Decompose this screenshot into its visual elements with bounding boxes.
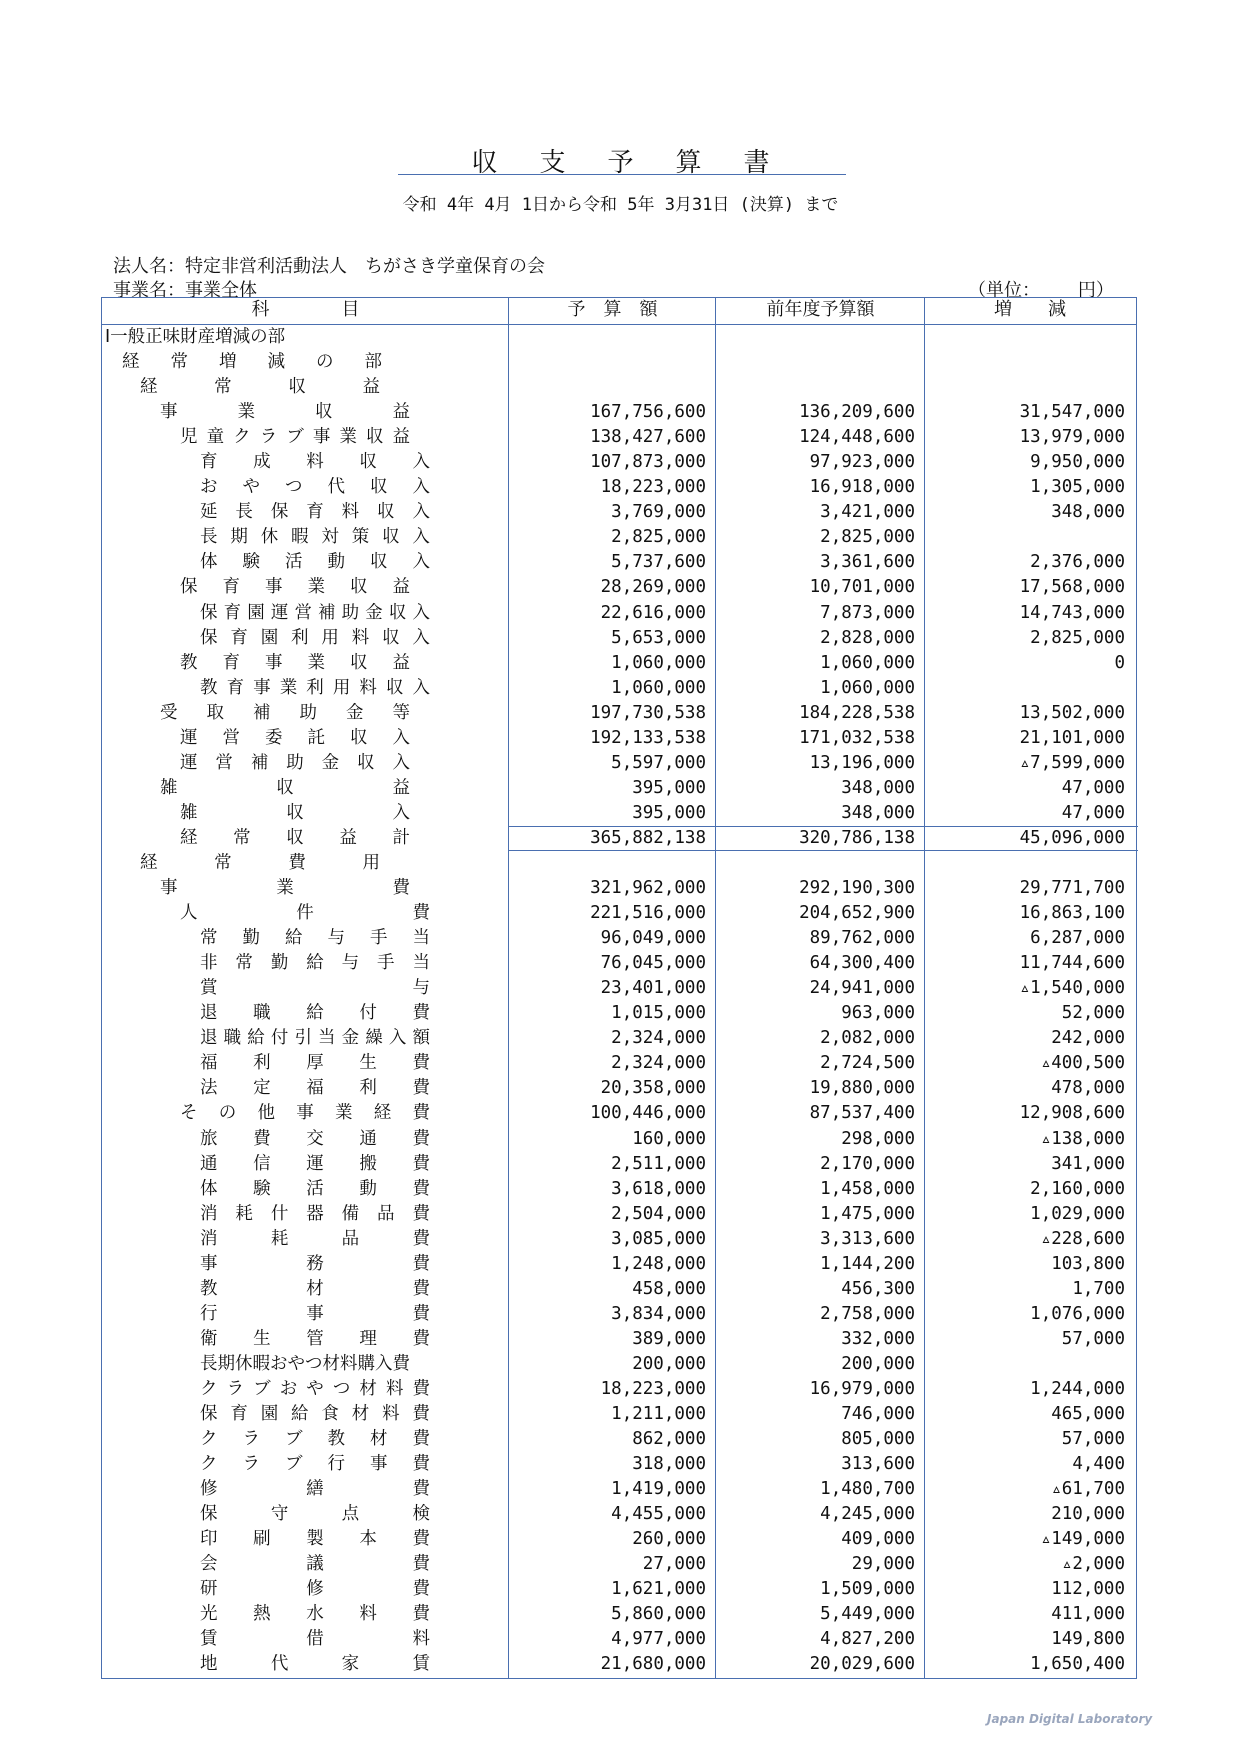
row-label: 雑 収 入 bbox=[180, 802, 410, 823]
prior-value: 348,000 bbox=[841, 777, 915, 798]
budget-table bbox=[101, 297, 1137, 1679]
prior-value: 1,480,700 bbox=[820, 1479, 915, 1500]
row-label: 長 期 休 暇 対 策 収 入 bbox=[200, 527, 430, 548]
row-label: 人 件 費 bbox=[180, 903, 430, 924]
organization-name: 法人名：特定非営利活動法人 ちがさき学童保育の会 bbox=[113, 256, 545, 277]
row-label: 会 議 費 bbox=[200, 1554, 430, 1575]
table-row bbox=[102, 626, 1136, 651]
table-row bbox=[102, 450, 1136, 475]
budget-value bbox=[509, 375, 716, 400]
budget-value: 2,825,000 bbox=[611, 527, 706, 548]
budget-value: 1,211,000 bbox=[611, 1404, 706, 1425]
prior-value: 963,000 bbox=[841, 1003, 915, 1024]
table-row bbox=[102, 776, 1136, 801]
prior-value: 2,825,000 bbox=[820, 527, 915, 548]
change-value: 21,101,000 bbox=[1019, 727, 1125, 748]
prior-value: 20,029,600 bbox=[809, 1654, 915, 1675]
table-row bbox=[102, 1627, 1136, 1652]
budget-value: 22,616,000 bbox=[600, 602, 706, 623]
table-row bbox=[102, 951, 1136, 976]
row-label: 経 常 収 益 bbox=[140, 377, 380, 398]
change-value: 411,000 bbox=[1051, 1604, 1125, 1625]
table-row bbox=[102, 1327, 1136, 1352]
table-row bbox=[102, 851, 1136, 876]
table-row bbox=[102, 826, 1136, 851]
table-row bbox=[102, 1452, 1136, 1477]
row-label: 経 常 増 減 の 部 bbox=[122, 352, 382, 373]
row-label: 事 業 費 bbox=[160, 878, 410, 899]
change-value: 1,305,000 bbox=[1030, 477, 1125, 498]
change-value: 29,771,700 bbox=[1019, 878, 1125, 899]
budget-value: 5,597,000 bbox=[611, 752, 706, 773]
prior-value: 200,000 bbox=[841, 1353, 915, 1374]
prior-value: 171,032,538 bbox=[799, 727, 915, 748]
table-row bbox=[102, 1076, 1136, 1101]
unit-label: （単位： 円） bbox=[968, 280, 1114, 301]
change-value: 47,000 bbox=[1061, 802, 1125, 823]
prior-value: 1,475,000 bbox=[820, 1203, 915, 1224]
change-value: 1,650,400 bbox=[1030, 1654, 1125, 1675]
budget-value: 1,621,000 bbox=[611, 1579, 706, 1600]
table-row bbox=[102, 1602, 1136, 1627]
row-label: 教 育 事 業 収 益 bbox=[180, 652, 410, 673]
row-label: 保 育 事 業 収 益 bbox=[180, 577, 410, 598]
row-label: 法 定 福 利 費 bbox=[200, 1078, 430, 1099]
budget-value: 76,045,000 bbox=[600, 953, 706, 974]
budget-value: 18,223,000 bbox=[600, 1378, 706, 1399]
header-account: 科 目 bbox=[251, 299, 360, 320]
row-label: 教 育 事 業 利 用 料 収 入 bbox=[200, 677, 430, 698]
table-row bbox=[102, 876, 1136, 901]
budget-value bbox=[509, 851, 716, 876]
change-value: ▵61,700 bbox=[1051, 1479, 1125, 1500]
row-label: 賃 借 料 bbox=[200, 1629, 430, 1650]
row-label: 常 勤 給 与 手 当 bbox=[200, 928, 430, 949]
budget-value: 2,504,000 bbox=[611, 1203, 706, 1224]
change-value: 2,376,000 bbox=[1030, 552, 1125, 573]
prior-value: 1,060,000 bbox=[820, 652, 915, 673]
table-row bbox=[102, 1477, 1136, 1502]
prior-value: 89,762,000 bbox=[809, 928, 915, 949]
row-label: そ の 他 事 業 経 費 bbox=[180, 1103, 430, 1124]
table-row bbox=[102, 1152, 1136, 1177]
row-label: 雑 収 益 bbox=[160, 777, 410, 798]
budget-value: 28,269,000 bbox=[600, 577, 706, 598]
prior-value: 3,361,600 bbox=[820, 552, 915, 573]
change-value: 13,502,000 bbox=[1019, 702, 1125, 723]
table-row bbox=[102, 651, 1136, 676]
budget-value: 3,769,000 bbox=[611, 502, 706, 523]
prior-value: 24,941,000 bbox=[809, 978, 915, 999]
header-prior-budget: 前年度予算額 bbox=[766, 299, 875, 320]
budget-value: 1,060,000 bbox=[611, 652, 706, 673]
budget-value: 3,834,000 bbox=[611, 1303, 706, 1324]
table-row bbox=[102, 1177, 1136, 1202]
change-value: 12,908,600 bbox=[1019, 1103, 1125, 1124]
table-row bbox=[102, 1202, 1136, 1227]
row-label: 経 常 費 用 bbox=[140, 852, 380, 873]
prior-value: 10,701,000 bbox=[809, 577, 915, 598]
row-label: 行 事 費 bbox=[200, 1303, 430, 1324]
budget-value bbox=[509, 325, 716, 350]
table-row bbox=[102, 801, 1136, 826]
change-value: 1,700 bbox=[1072, 1278, 1125, 1299]
row-label: 印 刷 製 本 費 bbox=[200, 1529, 430, 1550]
row-label: 研 修 費 bbox=[200, 1579, 430, 1600]
change-value: 2,825,000 bbox=[1030, 627, 1125, 648]
row-label: 事 業 収 益 bbox=[160, 402, 410, 423]
budget-value: 395,000 bbox=[632, 777, 706, 798]
prior-value: 332,000 bbox=[841, 1328, 915, 1349]
prior-value: 124,448,600 bbox=[799, 427, 915, 448]
change-value: 149,800 bbox=[1051, 1629, 1125, 1650]
column-divider bbox=[715, 298, 716, 1678]
row-label: 経 常 収 益 計 bbox=[180, 827, 410, 848]
table-row bbox=[102, 726, 1136, 751]
budget-value: 27,000 bbox=[642, 1554, 706, 1575]
row-label: 地 代 家 賃 bbox=[200, 1654, 430, 1675]
table-row bbox=[102, 400, 1136, 425]
row-label: 長期休暇おやつ材料購入費 bbox=[200, 1353, 410, 1374]
budget-value: 2,511,000 bbox=[611, 1153, 706, 1174]
change-value: 9,950,000 bbox=[1030, 452, 1125, 473]
table-header bbox=[102, 298, 1136, 325]
prior-value: 2,082,000 bbox=[820, 1028, 915, 1049]
budget-value: 458,000 bbox=[632, 1278, 706, 1299]
change-value bbox=[925, 1352, 1135, 1377]
row-label: 消 耗 品 費 bbox=[200, 1228, 430, 1249]
prior-value: 5,449,000 bbox=[820, 1604, 915, 1625]
change-value: 1,244,000 bbox=[1030, 1378, 1125, 1399]
period-line: 令和 4年 4月 1日から令和 5年 3月31日 (決算) まで bbox=[402, 195, 839, 215]
change-value: 57,000 bbox=[1061, 1328, 1125, 1349]
change-value: 1,029,000 bbox=[1030, 1203, 1125, 1224]
row-label: 旅 費 交 通 費 bbox=[200, 1128, 430, 1149]
prior-value: 204,652,900 bbox=[799, 903, 915, 924]
prior-value bbox=[716, 350, 925, 375]
prior-value: 1,144,200 bbox=[820, 1253, 915, 1274]
table-row bbox=[102, 1552, 1136, 1577]
budget-value: 5,737,600 bbox=[611, 552, 706, 573]
prior-value: 1,458,000 bbox=[820, 1178, 915, 1199]
row-label: お や つ 代 収 入 bbox=[200, 477, 430, 498]
total-rule-bottom bbox=[508, 850, 1138, 851]
prior-value: 1,060,000 bbox=[820, 677, 915, 698]
change-value: ▵1,540,000 bbox=[1019, 978, 1125, 999]
row-label: 保 育 園 運 営 補 助 金 収 入 bbox=[200, 602, 430, 623]
header-change: 増 減 bbox=[994, 299, 1066, 320]
row-label: 教 材 費 bbox=[200, 1278, 430, 1299]
change-value: 16,863,100 bbox=[1019, 903, 1125, 924]
row-label: 退 職 給 付 引 当 金 繰 入 額 bbox=[200, 1028, 430, 1049]
prior-value: 2,170,000 bbox=[820, 1153, 915, 1174]
table-row bbox=[102, 1252, 1136, 1277]
change-value bbox=[925, 375, 1135, 400]
prior-value: 19,880,000 bbox=[809, 1078, 915, 1099]
table-row bbox=[102, 525, 1136, 550]
prior-value: 2,828,000 bbox=[820, 627, 915, 648]
change-value: 13,979,000 bbox=[1019, 427, 1125, 448]
change-value bbox=[925, 851, 1135, 876]
table-row bbox=[102, 1427, 1136, 1452]
row-label: 賞 与 bbox=[200, 978, 430, 999]
change-value: 47,000 bbox=[1061, 777, 1125, 798]
row-label: 受 取 補 助 金 等 bbox=[160, 702, 410, 723]
budget-value: 3,618,000 bbox=[611, 1178, 706, 1199]
prior-value: 805,000 bbox=[841, 1429, 915, 1450]
prior-value: 16,979,000 bbox=[809, 1378, 915, 1399]
change-value: 242,000 bbox=[1051, 1028, 1125, 1049]
change-value: 2,160,000 bbox=[1030, 1178, 1125, 1199]
change-value: ▵400,500 bbox=[1040, 1053, 1125, 1074]
budget-value: 4,977,000 bbox=[611, 1629, 706, 1650]
table-row bbox=[102, 1001, 1136, 1026]
row-label: ク ラ ブ 行 事 費 bbox=[200, 1454, 430, 1475]
table-row bbox=[102, 601, 1136, 626]
budget-value: 21,680,000 bbox=[600, 1654, 706, 1675]
row-label: 福 利 厚 生 費 bbox=[200, 1053, 430, 1074]
prior-value: 4,827,200 bbox=[820, 1629, 915, 1650]
budget-value: 4,455,000 bbox=[611, 1504, 706, 1525]
change-value: 112,000 bbox=[1051, 1579, 1125, 1600]
prior-value: 409,000 bbox=[841, 1529, 915, 1550]
row-label: 光 熱 水 料 費 bbox=[200, 1604, 430, 1625]
budget-value: 138,427,600 bbox=[590, 427, 706, 448]
prior-value bbox=[716, 851, 925, 876]
prior-value: 3,421,000 bbox=[820, 502, 915, 523]
title-underline bbox=[398, 174, 846, 175]
change-value: 52,000 bbox=[1061, 1003, 1125, 1024]
budget-value: 260,000 bbox=[632, 1529, 706, 1550]
change-value: ▵7,599,000 bbox=[1019, 752, 1125, 773]
row-label: 保 育 園 給 食 材 料 費 bbox=[200, 1404, 430, 1425]
change-value: 0 bbox=[1114, 652, 1125, 673]
row-label: 保 育 園 利 用 料 収 入 bbox=[200, 627, 430, 648]
change-value: 348,000 bbox=[1051, 502, 1125, 523]
budget-value: 23,401,000 bbox=[600, 978, 706, 999]
table-row bbox=[102, 1352, 1136, 1377]
table-row bbox=[102, 1051, 1136, 1076]
row-label: 非 常 勤 給 与 手 当 bbox=[200, 953, 430, 974]
change-value bbox=[925, 525, 1135, 550]
budget-value: 365,882,138 bbox=[590, 827, 706, 848]
budget-value: 107,873,000 bbox=[590, 452, 706, 473]
budget-value: 5,653,000 bbox=[611, 627, 706, 648]
table-row bbox=[102, 325, 1136, 350]
change-value bbox=[925, 350, 1135, 375]
row-label: 事 務 費 bbox=[200, 1253, 430, 1274]
table-row bbox=[102, 1026, 1136, 1051]
change-value: 14,743,000 bbox=[1019, 602, 1125, 623]
change-value: 4,400 bbox=[1072, 1454, 1125, 1475]
change-value: 103,800 bbox=[1051, 1253, 1125, 1274]
budget-value: 5,860,000 bbox=[611, 1604, 706, 1625]
prior-value: 4,245,000 bbox=[820, 1504, 915, 1525]
change-value: ▵2,000 bbox=[1061, 1554, 1125, 1575]
total-rule-top bbox=[508, 826, 1138, 827]
prior-value: 298,000 bbox=[841, 1128, 915, 1149]
budget-value: 1,419,000 bbox=[611, 1479, 706, 1500]
budget-value: 96,049,000 bbox=[600, 928, 706, 949]
change-value: 1,076,000 bbox=[1030, 1303, 1125, 1324]
table-row bbox=[102, 926, 1136, 951]
table-row bbox=[102, 350, 1136, 375]
change-value: 341,000 bbox=[1051, 1153, 1125, 1174]
table-body bbox=[102, 325, 1136, 1678]
column-divider bbox=[924, 298, 925, 1678]
row-label: 児 童 ク ラ ブ 事 業 収 益 bbox=[180, 427, 410, 448]
prior-value bbox=[716, 375, 925, 400]
row-label: 保 守 点 検 bbox=[200, 1504, 430, 1525]
table-row bbox=[102, 1302, 1136, 1327]
row-label: 体 験 活 動 収 入 bbox=[200, 552, 430, 573]
budget-value: 100,446,000 bbox=[590, 1103, 706, 1124]
prior-value: 313,600 bbox=[841, 1454, 915, 1475]
table-row bbox=[102, 1577, 1136, 1602]
prior-value: 348,000 bbox=[841, 802, 915, 823]
table-row bbox=[102, 1377, 1136, 1402]
budget-value: 160,000 bbox=[632, 1128, 706, 1149]
row-label: 運 営 補 助 金 収 入 bbox=[180, 752, 410, 773]
document-title: 収支予算書 bbox=[471, 148, 812, 178]
table-row bbox=[102, 701, 1136, 726]
table-row bbox=[102, 751, 1136, 776]
change-value: 57,000 bbox=[1061, 1429, 1125, 1450]
change-value: 478,000 bbox=[1051, 1078, 1125, 1099]
prior-value bbox=[716, 325, 925, 350]
prior-value: 136,209,600 bbox=[799, 402, 915, 423]
budget-value: 389,000 bbox=[632, 1328, 706, 1349]
table-row bbox=[102, 550, 1136, 575]
prior-value: 7,873,000 bbox=[820, 602, 915, 623]
prior-value: 746,000 bbox=[841, 1404, 915, 1425]
budget-value: 1,015,000 bbox=[611, 1003, 706, 1024]
change-value: 465,000 bbox=[1051, 1404, 1125, 1425]
change-value: 45,096,000 bbox=[1019, 827, 1125, 848]
row-label: 育 成 料 収 入 bbox=[200, 452, 430, 473]
table-row bbox=[102, 1652, 1136, 1677]
budget-value: 3,085,000 bbox=[611, 1228, 706, 1249]
change-value bbox=[925, 325, 1135, 350]
change-value bbox=[925, 676, 1135, 701]
prior-value: 2,758,000 bbox=[820, 1303, 915, 1324]
prior-value: 87,537,400 bbox=[809, 1103, 915, 1124]
budget-value: 1,060,000 bbox=[611, 677, 706, 698]
budget-value: 1,248,000 bbox=[611, 1253, 706, 1274]
header-budget: 予 算 額 bbox=[567, 299, 658, 320]
change-value: ▵138,000 bbox=[1040, 1128, 1125, 1149]
prior-value: 97,923,000 bbox=[809, 452, 915, 473]
budget-value: 192,133,538 bbox=[590, 727, 706, 748]
table-row bbox=[102, 1227, 1136, 1252]
budget-value: 200,000 bbox=[632, 1353, 706, 1374]
budget-value: 395,000 bbox=[632, 802, 706, 823]
prior-value: 13,196,000 bbox=[809, 752, 915, 773]
budget-value: 18,223,000 bbox=[600, 477, 706, 498]
row-label: 延 長 保 育 料 収 入 bbox=[200, 502, 430, 523]
table-row bbox=[102, 976, 1136, 1001]
change-value: ▵149,000 bbox=[1040, 1529, 1125, 1550]
table-row bbox=[102, 1502, 1136, 1527]
budget-value: 2,324,000 bbox=[611, 1028, 706, 1049]
row-label: ク ラ ブ お や つ 材 料 費 bbox=[200, 1378, 430, 1399]
row-label: ク ラ ブ 教 材 費 bbox=[200, 1429, 430, 1450]
row-label: Ⅰ一般正味財産増減の部 bbox=[105, 327, 286, 347]
prior-value: 292,190,300 bbox=[799, 878, 915, 899]
row-label: 運 営 委 託 収 入 bbox=[180, 727, 410, 748]
table-row bbox=[102, 901, 1136, 926]
table-row bbox=[102, 1101, 1136, 1126]
budget-value: 2,324,000 bbox=[611, 1053, 706, 1074]
budget-value: 197,730,538 bbox=[590, 702, 706, 723]
table-row bbox=[102, 1402, 1136, 1427]
budget-value: 167,756,600 bbox=[590, 402, 706, 423]
change-value: 6,287,000 bbox=[1030, 928, 1125, 949]
row-label: 通 信 運 搬 費 bbox=[200, 1153, 430, 1174]
budget-value bbox=[509, 350, 716, 375]
change-value: 31,547,000 bbox=[1019, 402, 1125, 423]
budget-value: 862,000 bbox=[632, 1429, 706, 1450]
table-row bbox=[102, 375, 1136, 400]
prior-value: 64,300,400 bbox=[809, 953, 915, 974]
prior-value: 2,724,500 bbox=[820, 1053, 915, 1074]
prior-value: 456,300 bbox=[841, 1278, 915, 1299]
prior-value: 16,918,000 bbox=[809, 477, 915, 498]
change-value: 11,744,600 bbox=[1019, 953, 1125, 974]
row-label: 体 験 活 動 費 bbox=[200, 1178, 430, 1199]
table-row bbox=[102, 676, 1136, 701]
table-row bbox=[102, 1277, 1136, 1302]
table-row bbox=[102, 1527, 1136, 1552]
table-row bbox=[102, 500, 1136, 525]
row-label: 修 繕 費 bbox=[200, 1479, 430, 1500]
prior-value: 320,786,138 bbox=[799, 827, 915, 848]
row-label: 衛 生 管 理 費 bbox=[200, 1328, 430, 1349]
business-name: 事業名：事業全体 bbox=[113, 280, 257, 301]
table-row bbox=[102, 475, 1136, 500]
change-value: 17,568,000 bbox=[1019, 577, 1125, 598]
change-value: ▵228,600 bbox=[1040, 1228, 1125, 1249]
budget-value: 321,962,000 bbox=[590, 878, 706, 899]
watermark-logo: Japan Digital Laboratory bbox=[987, 1712, 1153, 1726]
change-value: 210,000 bbox=[1051, 1504, 1125, 1525]
budget-value: 221,516,000 bbox=[590, 903, 706, 924]
prior-value: 3,313,600 bbox=[820, 1228, 915, 1249]
table-row bbox=[102, 1127, 1136, 1152]
row-label: 退 職 給 付 費 bbox=[200, 1003, 430, 1024]
table-row bbox=[102, 575, 1136, 600]
table-row bbox=[102, 425, 1136, 450]
prior-value: 184,228,538 bbox=[799, 702, 915, 723]
budget-value: 318,000 bbox=[632, 1454, 706, 1475]
prior-value: 1,509,000 bbox=[820, 1579, 915, 1600]
prior-value: 29,000 bbox=[851, 1554, 915, 1575]
budget-value: 20,358,000 bbox=[600, 1078, 706, 1099]
row-label: 消 耗 什 器 備 品 費 bbox=[200, 1203, 430, 1224]
